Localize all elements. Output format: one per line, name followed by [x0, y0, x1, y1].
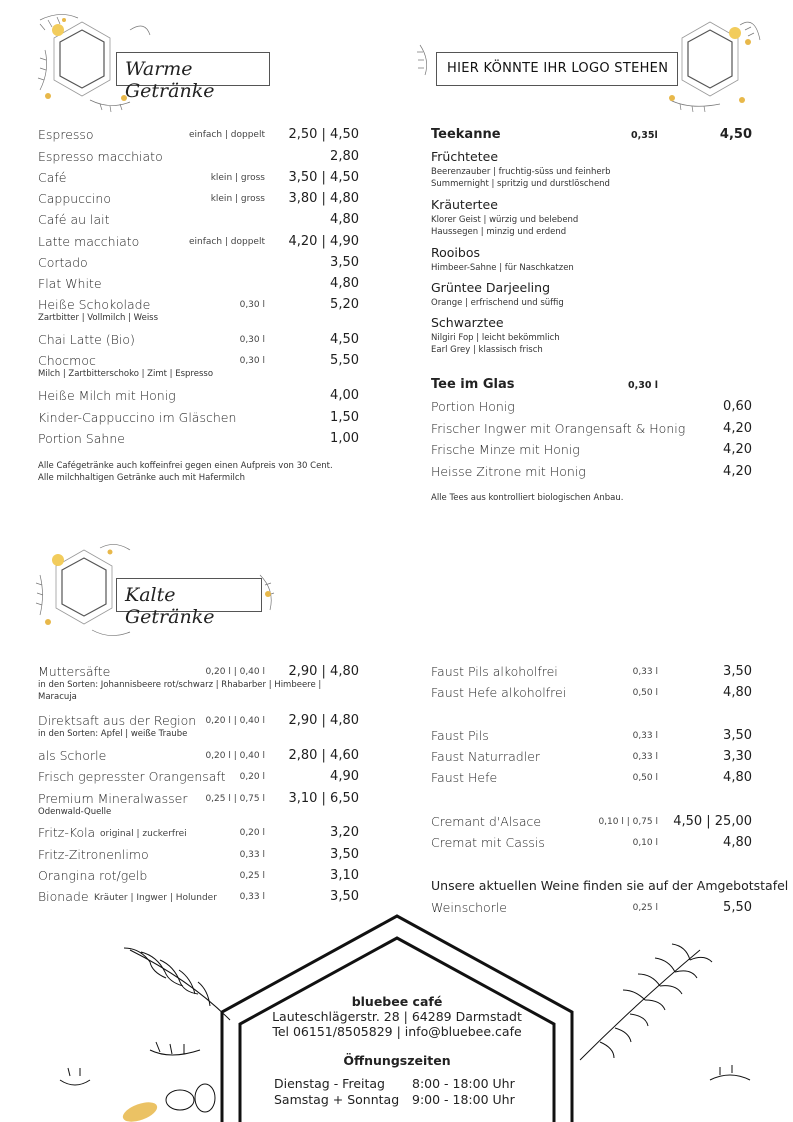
warm-drinks-list [38, 127, 359, 457]
menu-item-row [38, 127, 359, 149]
item-price: 3,50 [330, 255, 359, 270]
tea-glass-title: Tee im Glas [431, 377, 515, 392]
cafe-name: bluebee café [351, 994, 443, 1009]
item-price: 3,80 | 4,80 [288, 191, 359, 206]
menu-item-row [431, 464, 752, 486]
teapot-qty: 0,35l [631, 130, 658, 141]
item-name: Faust Hefe alkoholfrei [431, 685, 567, 700]
item-name: Cortado [38, 255, 88, 270]
item-description: Odenwald-Quelle [38, 807, 112, 817]
leaf-icon [166, 1084, 215, 1112]
item-quantity: klein | gross [210, 194, 265, 204]
menu-item-row [38, 332, 359, 354]
menu-item-row [38, 234, 359, 256]
menu-item-row [431, 900, 752, 922]
hours-time-1: 8:00 - 18:00 Uhr [412, 1076, 515, 1091]
item-price: 5,50 [723, 900, 752, 915]
tea-sort-name: Früchtetee [431, 149, 499, 164]
item-price: 5,20 [330, 297, 359, 312]
item-price: 3,20 [330, 825, 359, 840]
item-price: 3,50 | 4,50 [288, 170, 359, 185]
item-quantity: 0,10 l [632, 838, 658, 848]
item-name: Cappuccino [38, 191, 111, 206]
hours-title: Öffnungszeiten [343, 1053, 451, 1068]
item-price: 0,60 [723, 399, 752, 414]
menu-item-row [431, 421, 752, 443]
item-variants: original | zuckerfrei [100, 829, 187, 839]
item-quantity: 0,20 l [239, 772, 265, 782]
item-price: 4,90 [330, 769, 359, 784]
item-name: Chai Latte (Bio) [38, 332, 135, 347]
item-quantity: 0,33 l [632, 731, 658, 741]
menu-item-row [38, 255, 359, 277]
item-price: 4,50 | 25,00 [673, 814, 752, 829]
item-quantity: 0,50 l [632, 773, 658, 783]
item-price: 3,30 [723, 749, 752, 764]
cafe-contact: Tel 06151/8505829 | info@bluebee.cafe [272, 1024, 522, 1039]
flower-icon [52, 24, 64, 36]
item-price: 3,50 [330, 889, 359, 904]
menu-item-row [38, 664, 359, 702]
item-quantity: 0,20 l | 0,40 l [205, 667, 265, 677]
menu-item-row [431, 728, 752, 750]
tea-sort-description: Beerenzauber | fruchtig-süss und feinherb [431, 167, 611, 177]
menu-item-row [38, 388, 359, 410]
menu-item-row [38, 868, 359, 890]
item-description: Maracuja [38, 692, 77, 702]
beer-wine-list [431, 664, 789, 924]
item-price: 4,00 [330, 388, 359, 403]
item-name: Frisch gepresster Orangensaft [38, 769, 226, 784]
item-price: 4,50 [330, 332, 359, 347]
logo-header-box [436, 52, 678, 86]
item-price: 4,20 | 4,90 [288, 234, 359, 249]
item-price: 3,50 [723, 664, 752, 679]
item-name: Weinschorle [431, 900, 507, 915]
teapot-title: Teekanne [431, 127, 501, 142]
menu-item-row [431, 399, 752, 421]
item-name: Bionade [38, 889, 89, 904]
item-price: 4,80 [723, 835, 752, 850]
item-name: Espresso [38, 127, 94, 142]
item-name: Fritz-Kola [38, 825, 96, 840]
item-price: 4,20 [723, 463, 752, 479]
item-name: Cremat mit Cassis [431, 835, 545, 850]
item-name: Orangina rot/gelb [38, 868, 148, 883]
item-quantity: 0,50 l [632, 688, 658, 698]
menu-item-row [38, 276, 359, 298]
menu-item-row [38, 297, 359, 323]
item-description: in den Sorten: Johannisbeere rot/schwarz | Rhabarber | Himbeere | [38, 680, 322, 690]
item-quantity: 0,20 l [239, 828, 265, 838]
tea-sort-description: Haussegen | minzig und erdend [431, 227, 567, 237]
item-price: 2,80 [330, 149, 359, 164]
cafe-address: Lauteschlägerstr. 28 | 64289 Darmstadt [272, 1009, 522, 1024]
menu-item-row [38, 212, 359, 234]
item-name: Faust Naturradler [431, 749, 541, 764]
item-price: 5,50 [330, 353, 359, 368]
item-name: Portion Sahne [38, 431, 125, 446]
menu-item-row [38, 431, 359, 453]
item-name: Chocmoc [38, 353, 96, 368]
item-name: Frischer Ingwer mit Orangensaft & Honig [431, 420, 686, 436]
item-price: 2,90 | 4,80 [288, 664, 359, 679]
tea-sort-name: Grüntee Darjeeling [431, 280, 551, 295]
menu-item-row [38, 191, 359, 213]
menu-item-row [38, 791, 359, 817]
item-price: 2,50 | 4,50 [288, 127, 359, 142]
menu-item-row [431, 835, 752, 857]
item-quantity: 0,10 l | 0,75 l [598, 817, 658, 827]
item-quantity: 0,30 l [239, 335, 265, 345]
wine-note: Unsere aktuellen Weine finden sie auf der Amgebotstafel [431, 878, 789, 893]
item-price: 1,50 [330, 410, 359, 425]
menu-item-row [38, 825, 359, 847]
item-quantity: 0,33 l [239, 892, 265, 902]
item-name: Heiße Schokolade [38, 297, 151, 312]
hours-days-1: Dienstag - Freitag [274, 1076, 385, 1091]
item-price: 3,10 | 6,50 [288, 791, 359, 806]
cold-header-box [116, 578, 262, 628]
item-price: 4,80 [330, 276, 359, 291]
item-price: 4,20 [723, 442, 752, 457]
item-name: Heisse Zitrone mit Honig [431, 463, 586, 479]
item-price: 1,00 [330, 431, 359, 446]
warm-note-1: Alle Cafégetränke auch koffeinfrei gegen einen Aufpreis von 30 Cent. [38, 461, 333, 471]
item-name: Portion Honig [431, 399, 515, 414]
tea-sort-name: Schwarztee [431, 315, 504, 330]
warm-header-title: Warme Getränke [125, 58, 215, 102]
item-quantity: 0,33 l [239, 850, 265, 860]
item-quantity: klein | gross [210, 173, 265, 183]
item-name: Flat White [38, 276, 102, 291]
item-quantity: 0,25 l [632, 903, 658, 913]
item-name: Frische Minze mit Honig [431, 442, 580, 457]
item-price: 3,50 [330, 847, 359, 862]
item-description: in den Sorten: Apfel | weiße Traube [38, 729, 188, 739]
item-name: Café au lait [38, 212, 110, 227]
item-price: 4,80 [723, 685, 752, 700]
item-description: Zartbitter | Vollmilch | Weiss [38, 313, 159, 323]
item-quantity: 0,20 l | 0,40 l [205, 716, 265, 726]
menu-item-row [431, 770, 752, 792]
item-name: Direktsaft aus der Region [38, 713, 197, 728]
item-name: Muttersäfte [38, 664, 111, 679]
item-price: 4,20 [723, 420, 752, 436]
menu-item-row [38, 410, 359, 432]
item-name: Faust Hefe [431, 770, 498, 785]
item-name: Faust Pils alkoholfrei [431, 664, 558, 679]
tea-sort-name: Rooibos [431, 245, 480, 260]
petal-icon [120, 1098, 159, 1122]
tea-note: Alle Tees aus kontrolliert biologischen Anbau. [431, 493, 624, 503]
item-description: Milch | Zartbitterschoko | Zimt | Espresso [38, 369, 214, 379]
cold-header-title: Kalte Getränke [125, 584, 215, 628]
item-name: Faust Pils [431, 728, 489, 743]
cold-drinks-list [38, 664, 359, 914]
item-quantity: 0,20 l | 0,40 l [205, 751, 265, 761]
menu-item-row [38, 353, 359, 379]
cold-hexagon-icon [56, 550, 112, 624]
item-price: 3,10 [330, 868, 359, 883]
tea-sort-description: Nilgiri Fop | leicht bekömmlich [431, 333, 560, 343]
teapot-price: 4,50 [719, 127, 752, 142]
tea-sort-description: Earl Grey | klassisch frisch [431, 345, 543, 355]
warm-header-box [116, 52, 270, 102]
item-quantity: 0,30 l [239, 300, 265, 310]
hours-days-2: Samstag + Sonntag [274, 1092, 400, 1107]
item-name: als Schorle [38, 748, 107, 763]
menu-item-row [431, 749, 752, 771]
item-name: Café [38, 170, 67, 185]
item-quantity: 0,25 l [239, 871, 265, 881]
item-name: Kinder-Cappuccino im Gläschen [38, 410, 237, 425]
menu-item-row [38, 889, 359, 911]
item-quantity: einfach | doppelt [188, 237, 265, 247]
tea-sort-description: Himbeer-Sahne | für Naschkatzen [431, 263, 574, 273]
item-price: 3,50 [723, 728, 752, 743]
footer-block [262, 994, 532, 1068]
menu-item-row [38, 769, 359, 791]
item-price: 4,80 [723, 770, 752, 785]
menu-item-row [38, 713, 359, 739]
item-name: Heiße Milch mit Honig [38, 388, 176, 403]
item-price: 2,90 | 4,80 [288, 713, 359, 728]
hours-time-2: 9:00 - 18:00 Uhr [412, 1092, 515, 1107]
logo-placeholder-text: HIER KÖNNTE IHR LOGO STEHEN [447, 61, 669, 76]
item-price: 4,80 [330, 212, 359, 227]
tea-sort-description: Klorer Geist | würzig und belebend [431, 215, 579, 225]
menu-item-row [431, 664, 752, 686]
menu-item-row [38, 149, 359, 171]
menu-item-row [431, 442, 752, 464]
item-quantity: 0,33 l [632, 667, 658, 677]
item-name: Cremant d'Alsace [431, 814, 542, 829]
item-quantity: 0,30 l [239, 356, 265, 366]
tea-glass-qty: 0,30 l [628, 380, 659, 391]
tea-sort-name: Kräutertee [431, 197, 498, 212]
warm-note-2: Alle milchhaltigen Getränke auch mit Hafermilch [38, 473, 245, 483]
item-name: Fritz-Zitronenlimo [38, 847, 149, 862]
item-name: Latte macchiato [38, 234, 140, 249]
tea-section [431, 127, 752, 507]
fern-icon [60, 948, 230, 1085]
item-name: Premium Mineralwasser [38, 791, 188, 806]
menu-item-row [431, 814, 752, 836]
item-quantity: einfach | doppelt [188, 130, 265, 140]
menu-item-row [38, 748, 359, 770]
menu-item-row [38, 170, 359, 192]
menu-item-row [431, 685, 752, 707]
item-quantity: 0,25 l | 0,75 l [205, 794, 265, 804]
fern-icon [580, 944, 750, 1080]
tea-sort-description: Orange | erfrischend und süffig [431, 298, 564, 308]
item-name: Espresso macchiato [38, 149, 163, 164]
menu-item-row [38, 847, 359, 869]
item-variants: Kräuter | Ingwer | Holunder [94, 893, 217, 903]
item-price: 2,80 | 4,60 [288, 748, 359, 763]
item-quantity: 0,33 l [632, 752, 658, 762]
tea-sort-description: Summernight | spritzig und durstlöschend [431, 179, 610, 189]
